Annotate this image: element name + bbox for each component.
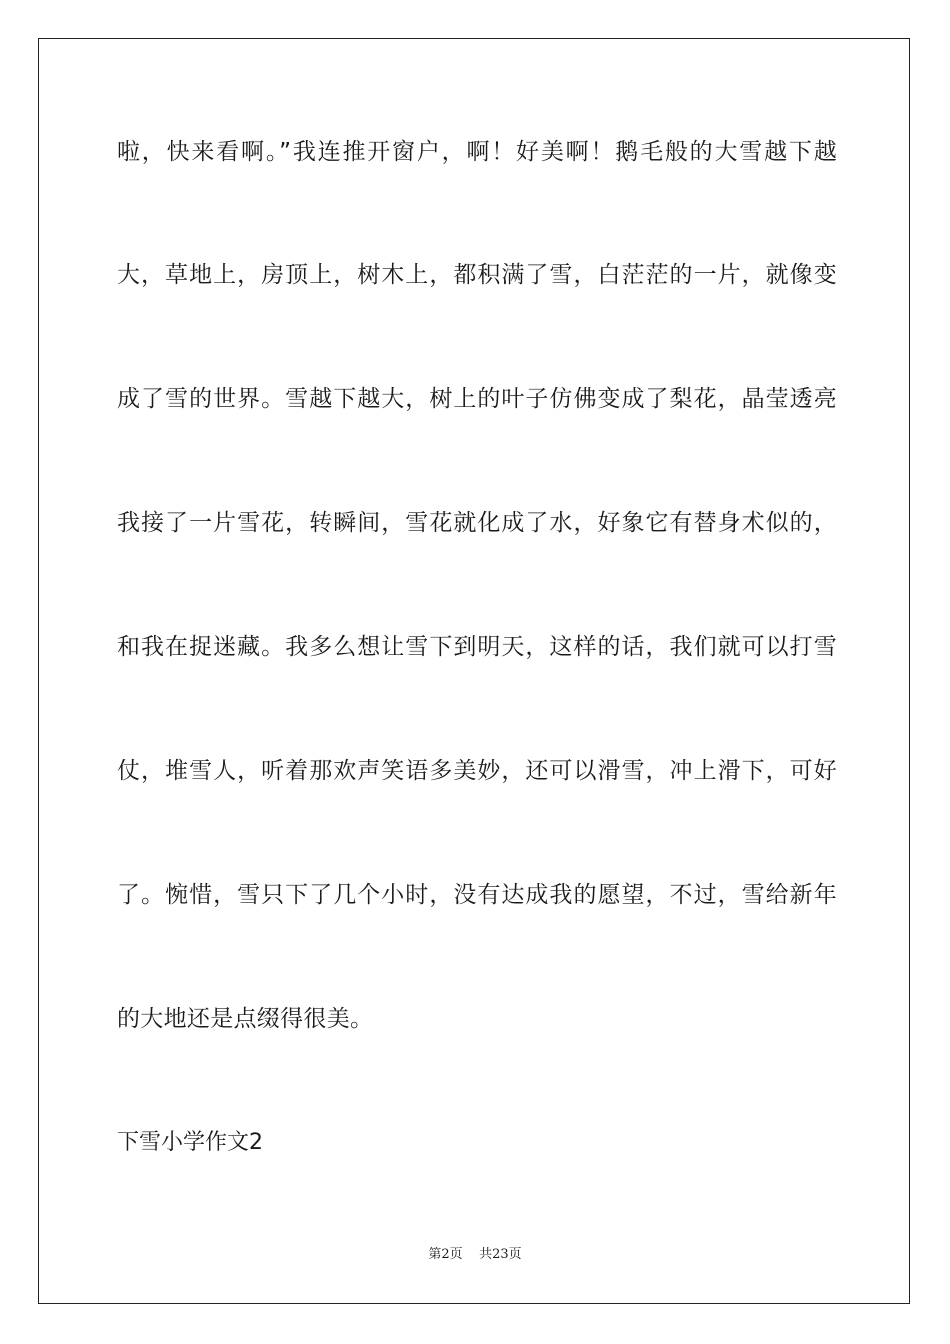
paragraph-line-7: 了。惋惜，雪只下了几个小时，没有达成我的愿望，不过，雪给新年 [117,882,837,908]
page-footer [0,1246,950,1264]
paragraph-line-2: 大，草地上，房顶上，树木上，都积满了雪，白茫茫的一片，就像变 [117,262,837,288]
paragraph-line-6: 仗，堆雪人，听着那欢声笑语多美妙，还可以滑雪，冲上滑下，可好 [117,758,837,784]
paragraph-line-5: 和我在捉迷藏。我多么想让雪下到明天，这样的话，我们就可以打雪 [117,634,837,660]
page-number: 第2页 [428,1247,463,1262]
paragraph-line-8: 的大地还是点缀得很美。 [117,1006,374,1032]
section-heading: 下雪小学作文2 [117,1130,263,1155]
page-border [38,38,910,1304]
paragraph-line-1: 啦，快来看啊。”我连推开窗户，啊！好美啊！鹅毛般的大雪越下越 [117,139,837,165]
page-total: 共23页 [479,1247,522,1262]
paragraph-line-3: 成了雪的世界。雪越下越大，树上的叶子仿佛变成了梨花，晶莹透亮 [117,386,837,412]
paragraph-line-4: 我接了一片雪花，转瞬间，雪花就化成了水，好象它有替身术似的， [117,510,837,536]
